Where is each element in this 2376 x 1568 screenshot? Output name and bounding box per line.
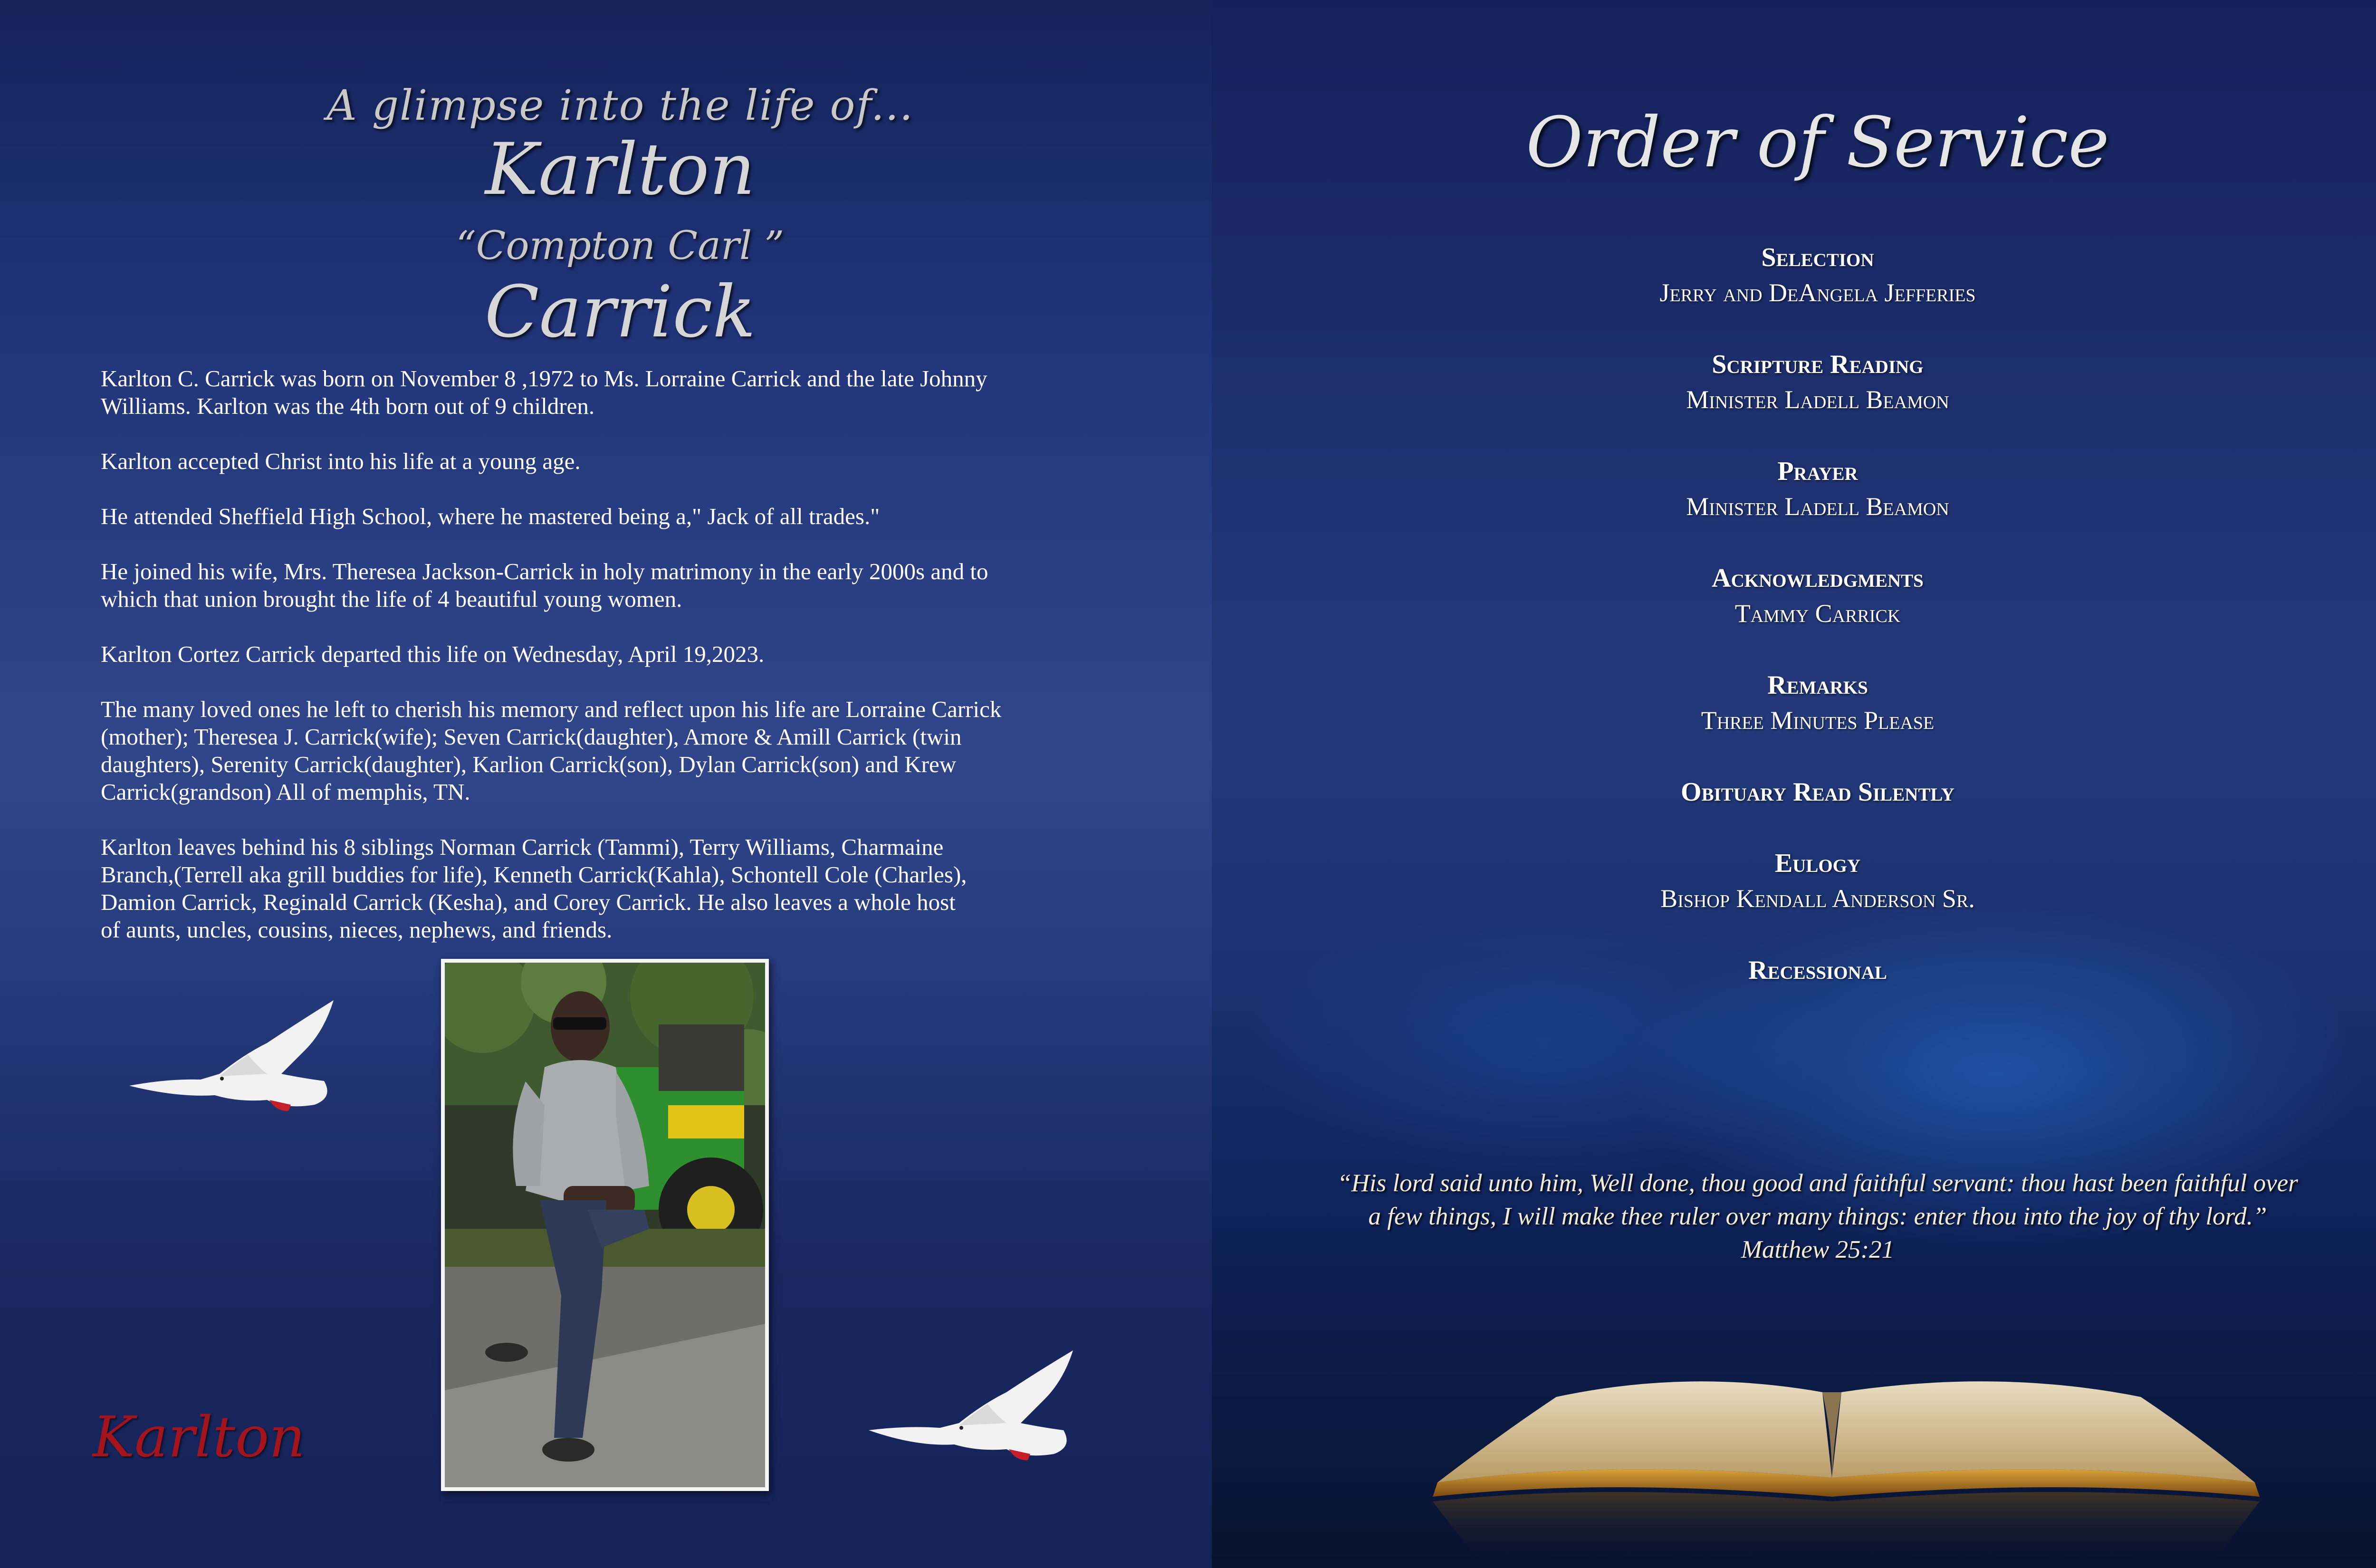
open-bible-icon: [1404, 1340, 2293, 1568]
last-name-heading: Carrick: [484, 271, 756, 354]
scripture-reference: Matthew 25:21: [1741, 1236, 1895, 1263]
program-item-title: Prayer: [1777, 457, 1858, 486]
order-of-service-title: Order of Service: [1526, 102, 2109, 183]
program-item: [1212, 347, 2376, 454]
program-item-title: Eulogy: [1774, 849, 1861, 878]
obituary-paragraph: He joined his wife, Mrs. Theresea Jackson-Carrick in holy matrimony in the early 2000s and to which that union brought the life of 4 beautiful young women.: [101, 558, 988, 612]
nickname-heading: “Compton Carl ”: [456, 223, 785, 268]
signature-karlton: Karlton: [93, 1404, 306, 1470]
program-item: [1212, 454, 2376, 561]
order-of-service-page: [1212, 0, 2376, 1568]
program-item-participant: Three Minutes Please: [1701, 706, 1935, 735]
white-dove-icon: [864, 1349, 1083, 1468]
program-item: [1212, 561, 2376, 668]
obituary-paragraph: Karlton accepted Christ into his life at a young age.: [101, 448, 581, 474]
obituary-paragraph: Karlton Cortez Carrick departed this life on Wednesday, April 19,2023.: [101, 641, 765, 667]
program-item-title: Selection: [1761, 243, 1874, 272]
program-item-title: Obituary Read Silently: [1681, 777, 1954, 807]
obituary-text: [101, 365, 1108, 971]
program-item: [1212, 846, 2376, 953]
program-item-title: Remarks: [1767, 670, 1868, 700]
scripture-quote: [1331, 1166, 2305, 1266]
obituary-paragraph: Karlton C. Carrick was born on November 8 ,1972 to Ms. Lorraine Carrick and the late Johnny Williams. Karlton was the 4th born out of 9 children.: [101, 365, 987, 419]
program-item-title: Acknowledgments: [1712, 564, 1924, 593]
program-item: [1212, 240, 2376, 347]
program-item: [1212, 774, 2376, 846]
glimpse-heading: A glimpse into the life of...: [326, 81, 914, 130]
program-item-title: Recessional: [1748, 956, 1887, 985]
program-item: [1212, 953, 2376, 1060]
program-item-participant: Bishop Kendall Anderson Sr.: [1660, 884, 1975, 913]
program-item-participant: Minister Ladell Beamon: [1686, 492, 1949, 521]
portrait-photo-frame: [441, 959, 769, 1491]
program-item-participant: Tammy Carrick: [1734, 599, 1901, 628]
scripture-text: “His lord said unto him, Well done, thou good and faithful servant: thou hast been faithful over a few things, I will make thee ruler over many things: enter thou into the joy of thy lord.”: [1337, 1169, 2298, 1230]
program-item: [1212, 668, 2376, 774]
man-sitting-on-green-tractor-photo: [445, 963, 765, 1487]
white-dove-icon: [125, 998, 343, 1117]
obituary-paragraph: The many loved ones he left to cherish his memory and reflect upon his life are Lorraine Carrick (mother); Theresea J. Carrick(wife); Seven Carrick(daughter), Amore & Amill Carrick (twin daughters), Serenity Carrick(daughter), Karlion Carrick(son), Dylan Carrick(son) and Krew Carrick(grandson) All of memphis, TN.: [101, 696, 1002, 805]
program-item-participant: Jerry and DeAngela Jefferies: [1659, 278, 1976, 307]
first-name-heading: Karlton: [485, 128, 756, 211]
program-list: [1212, 240, 2376, 1060]
program-item-participant: Minister Ladell Beamon: [1686, 385, 1949, 414]
obituary-paragraph: He attended Sheffield High School, where he mastered being a," Jack of all trades.": [101, 503, 880, 529]
program-item-title: Scripture Reading: [1712, 350, 1924, 379]
obituary-paragraph: Karlton leaves behind his 8 siblings Norman Carrick (Tammi), Terry Williams, Charmaine Branch,(Terrell aka grill buddies for life), Kenneth Carrick(Kahla), Schontell Cole (Charles), Damion Carrick, Reginald Carrick (Kesha), and Corey Carrick. He also leaves a whole host of aunts, uncles, cousins, nieces, nephews, and friends.: [101, 834, 967, 943]
